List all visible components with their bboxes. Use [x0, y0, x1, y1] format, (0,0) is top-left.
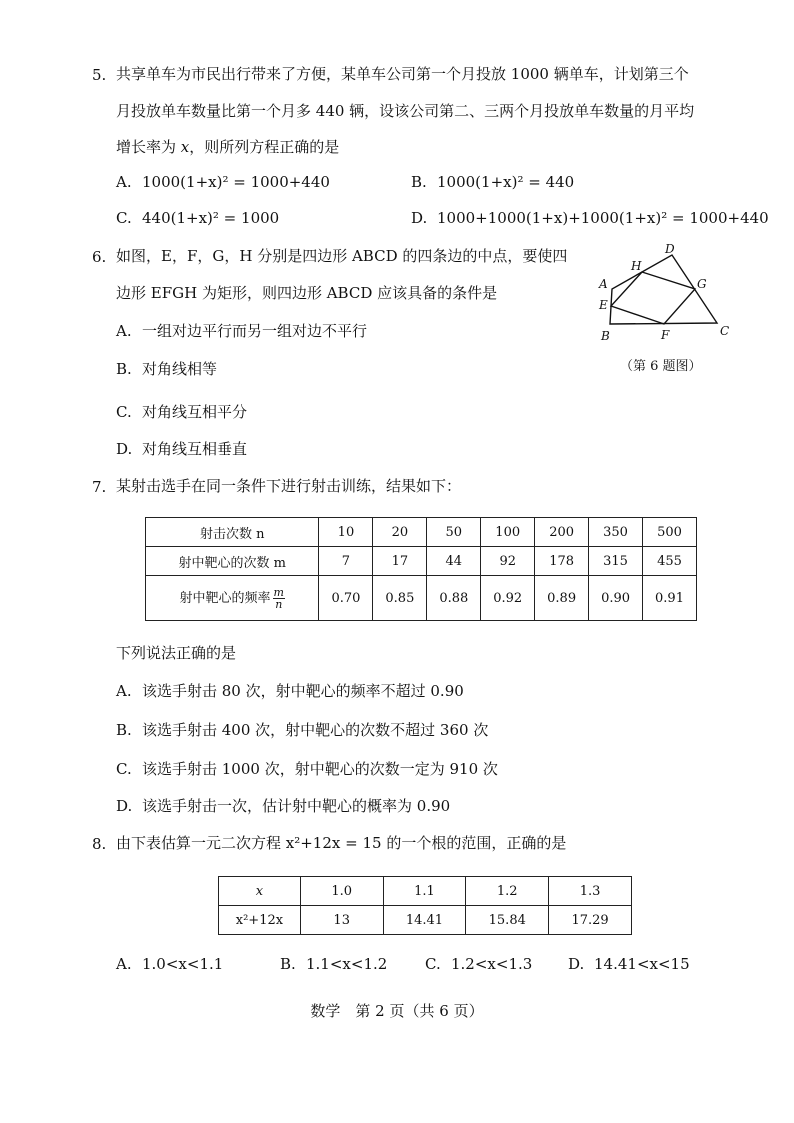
q5-option-b-text: 1000(1+x)² = 440	[437, 173, 575, 191]
q8-x-cell: 1.1	[383, 877, 466, 906]
q7-n-cell: 20	[373, 518, 427, 547]
q8-y-cell: 15.84	[466, 906, 549, 935]
q5-option-d-label: D.	[411, 209, 428, 227]
q6-option-b[interactable]	[116, 358, 217, 379]
q7-m-cell: 92	[481, 547, 535, 576]
q8-header-expr: x²+12x	[219, 906, 301, 935]
page-footer: 数学 第 2 页（共 6 页）	[310, 1002, 484, 1020]
q7-n-cell: 100	[481, 518, 535, 547]
q6-option-c-text: 对角线互相平分	[142, 403, 248, 421]
q8-option-a-label: A.	[116, 955, 132, 973]
q8-number: 8.	[92, 835, 107, 853]
q8-y-cell: 14.41	[383, 906, 466, 935]
label-f: F	[661, 328, 670, 342]
q8-option-b-text: 1.1<x<1.2	[306, 955, 388, 973]
q8-x-cell: 1.3	[549, 877, 632, 906]
q6-line2: 边形 EFGH 为矩形，则四边形 ABCD 应该具备的条件是	[116, 284, 498, 302]
q7-frac-m-over-n	[273, 587, 285, 610]
q8-option-c-text: 1.2<x<1.3	[451, 955, 533, 973]
q7-option-c-text: 该选手射击 1000 次，射中靶心的次数一定为 910 次	[142, 760, 498, 778]
q7-option-a-label: A.	[116, 682, 132, 700]
q6-option-d[interactable]	[116, 438, 247, 459]
q7-option-c[interactable]	[116, 758, 498, 779]
q7-n-cell: 50	[427, 518, 481, 547]
q6-option-b-text: 对角线相等	[142, 360, 218, 378]
label-h: H	[631, 259, 642, 273]
q6-line1: 如图，E，F，G，H 分别是四边形 ABCD 的四条边的中点，要使四	[116, 247, 568, 265]
q7-n-cell: 500	[643, 518, 697, 547]
q8-stem: 由下表估算一元二次方程 x²+12x = 15 的一个根的范围，正确的是	[116, 834, 567, 852]
q7-number: 7.	[92, 478, 107, 496]
q6-option-c-label: C.	[116, 403, 132, 421]
q8-option-b[interactable]	[280, 955, 387, 973]
q7-option-d-text: 该选手射击一次，估计射中靶心的概率为 0.90	[142, 797, 451, 815]
q8-x-cell: 1.0	[300, 877, 383, 906]
frac-denominator: n	[275, 597, 283, 611]
q7-freq-cell: 0.89	[535, 576, 589, 621]
q5-option-d[interactable]	[411, 209, 769, 227]
q8-x-cell: 1.2	[466, 877, 549, 906]
q7-option-d-label: D.	[116, 797, 133, 815]
q7-m-cell: 315	[589, 547, 643, 576]
q7-header-m: 射中靶心的次数 m	[146, 547, 319, 576]
q7-option-c-label: C.	[116, 760, 132, 778]
q6-option-a[interactable]	[116, 320, 367, 341]
q8-y-cell: 13	[300, 906, 383, 935]
q7-option-b-text: 该选手射击 400 次，射中靶心的次数不超过 360 次	[142, 721, 489, 739]
q6-number: 6.	[92, 248, 107, 266]
q7-option-a-text: 该选手射击 80 次，射中靶心的频率不超过 0.90	[142, 682, 464, 700]
q8-option-b-label: B.	[280, 955, 296, 973]
q6-option-d-text: 对角线互相垂直	[142, 440, 248, 458]
q7-stem: 某射击选手在同一条件下进行射击训练，结果如下：	[116, 477, 462, 495]
q7-freq-cell: 0.85	[373, 576, 427, 621]
q7-option-b-label: B.	[116, 721, 132, 739]
q5-option-a-text: 1000(1+x)² = 1000+440	[142, 173, 330, 191]
q5-option-c-text: 440(1+x)² = 1000	[142, 209, 280, 227]
q7-header-n: 射击次数 n	[146, 518, 319, 547]
q8-option-a[interactable]	[116, 955, 223, 973]
q7-freq-cell: 0.70	[319, 576, 373, 621]
q7-n-cell: 200	[535, 518, 589, 547]
q5-var-x: x	[180, 138, 190, 156]
q7-freq-cell: 0.88	[427, 576, 481, 621]
q7-table	[145, 517, 697, 621]
label-e: E	[599, 298, 608, 312]
q5-option-a-label: A.	[116, 173, 132, 191]
q5-option-c-label: C.	[116, 209, 132, 227]
q7-m-cell: 44	[427, 547, 481, 576]
q7-m-cell: 7	[319, 547, 373, 576]
label-c: C	[720, 324, 730, 338]
q5-number: 5.	[92, 66, 107, 84]
q7-m-cell: 17	[373, 547, 427, 576]
q7-prompt: 下列说法正确的是	[116, 644, 237, 662]
q6-option-a-text: 一组对边平行而另一组对边不平行	[142, 322, 368, 340]
q7-n-cell: 350	[589, 518, 643, 547]
label-g: G	[697, 277, 707, 291]
q6-figure-caption: （第 6 题图）	[620, 359, 702, 374]
q7-option-a[interactable]	[116, 680, 464, 701]
q7-header-freq-text: 射中靶心的频率	[179, 590, 271, 606]
q6-option-b-label: B.	[116, 360, 132, 378]
q7-option-d[interactable]	[116, 795, 450, 816]
q7-freq-cell: 0.92	[481, 576, 535, 621]
q5-line3	[116, 137, 339, 157]
frac-numerator: m	[273, 585, 284, 599]
q8-option-d-label: D.	[568, 955, 585, 973]
q8-option-c[interactable]	[425, 955, 532, 973]
q7-freq-cell: 0.91	[643, 576, 697, 621]
q6-quadrilateral-figure	[595, 242, 735, 347]
q6-option-d-label: D.	[116, 440, 133, 458]
quad-efgh	[611, 272, 695, 324]
q5-line1: 共享单车为市民出行带来了方便，某单车公司第一个月投放 1000 辆单车，计划第三个	[116, 65, 689, 83]
q5-option-c[interactable]	[116, 209, 279, 227]
q5-option-b-label: B.	[411, 173, 427, 191]
q8-header-x: x	[219, 877, 301, 906]
q7-option-b[interactable]	[116, 719, 488, 740]
q5-option-b[interactable]	[411, 173, 574, 191]
q5-option-d-text: 1000+1000(1+x)+1000(1+x)² = 1000+440	[437, 209, 769, 227]
q5-line3-b: ，则所列方程正确的是	[189, 138, 340, 156]
q6-option-a-label: A.	[116, 322, 132, 340]
q5-line3-a: 增长率为	[116, 138, 181, 156]
q7-m-cell: 455	[643, 547, 697, 576]
q8-option-a-text: 1.0<x<1.1	[142, 955, 224, 973]
q8-table	[218, 876, 632, 935]
q8-option-c-label: C.	[425, 955, 441, 973]
label-d: D	[665, 242, 675, 256]
label-b: B	[601, 329, 610, 343]
q7-freq-cell: 0.90	[589, 576, 643, 621]
q5-line2: 月投放单车数量比第一个月多 440 辆，设该公司第二、三两个月投放单车数量的月平均	[116, 102, 695, 120]
q6-option-c[interactable]	[116, 401, 247, 422]
q8-y-cell: 17.29	[549, 906, 632, 935]
q7-header-freq	[146, 576, 319, 621]
q5-option-a[interactable]	[116, 173, 330, 191]
q8-option-d-text: 14.41<x<15	[594, 955, 690, 973]
label-a: A	[599, 277, 608, 291]
q7-n-cell: 10	[319, 518, 373, 547]
q8-option-d[interactable]	[568, 955, 690, 973]
q7-m-cell: 178	[535, 547, 589, 576]
